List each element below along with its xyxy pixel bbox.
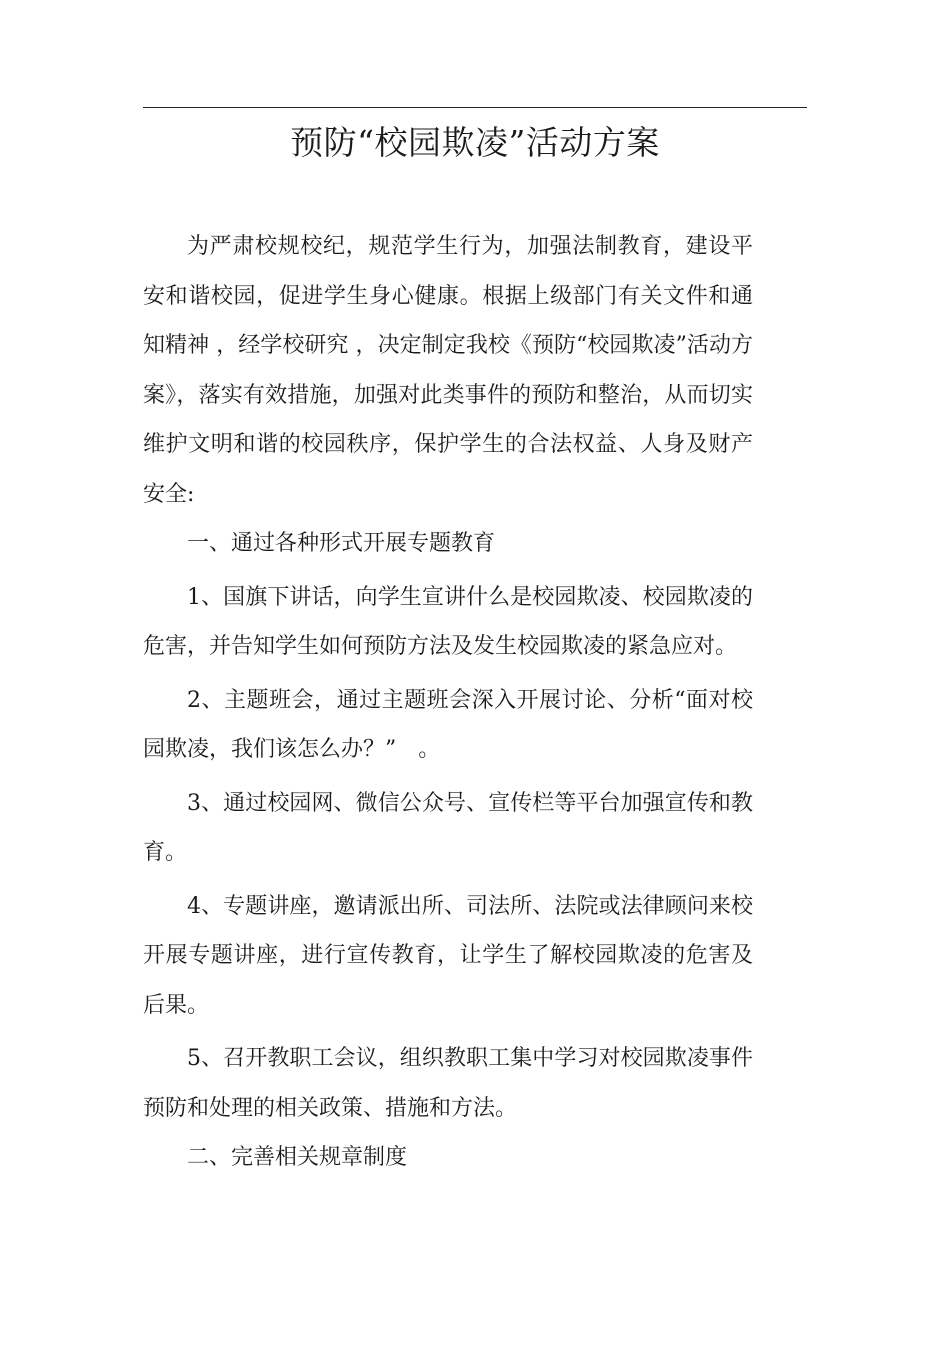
section-heading-2: 二、完善相关规章制度 — [187, 1145, 408, 1170]
list-item-3: 3、通过校园网、微信公众号、宣传栏等平台加强宣传和教育。 — [143, 790, 753, 865]
list-item-1: 1、国旗下讲话，向学生宣讲什么是校园欺凌、校园欺凌的危害，并告知学生如何预防方法及发生校园欺凌的紧急应对。 — [143, 584, 753, 659]
list-item-2: 2、主题班会，通过主题班会深入开展讨论、分析“面对校园欺凌，我们该怎么办？” 。 — [143, 687, 753, 762]
list-item-5: 5、召开教职工会议，组织教职工集中学习对校园欺凌事件预防和处理的相关政策、措施和方法。 — [143, 1046, 753, 1121]
intro-paragraph: 为严肃校规校纪，规范学生行为，加强法制教育，建设平安和谐校园，促进学生身心健康。根据上级部门有关文件和通知精神 ，经学校研究 ，决定制定我校《预防“校园欺凌”活动方案》，落实有效措施，加强对此类事件的预防和整治，从而切实维护文明和谐的校园秩序，保护学生的合法权益、人身及财产安全: — [143, 234, 753, 507]
list-item-4: 4、专题讲座，邀请派出所、司法所、法院或法律顾问来校开展专题讲座，进行宣传教育，让学生了解校园欺凌的危害及后果。 — [143, 893, 753, 1018]
document-body — [143, 222, 753, 1183]
section-heading-1: 一、通过各种形式开展专题教育 — [187, 531, 496, 556]
document-title: 预防“校园欺凌”活动方案 — [290, 123, 660, 162]
header-rule — [143, 107, 807, 108]
